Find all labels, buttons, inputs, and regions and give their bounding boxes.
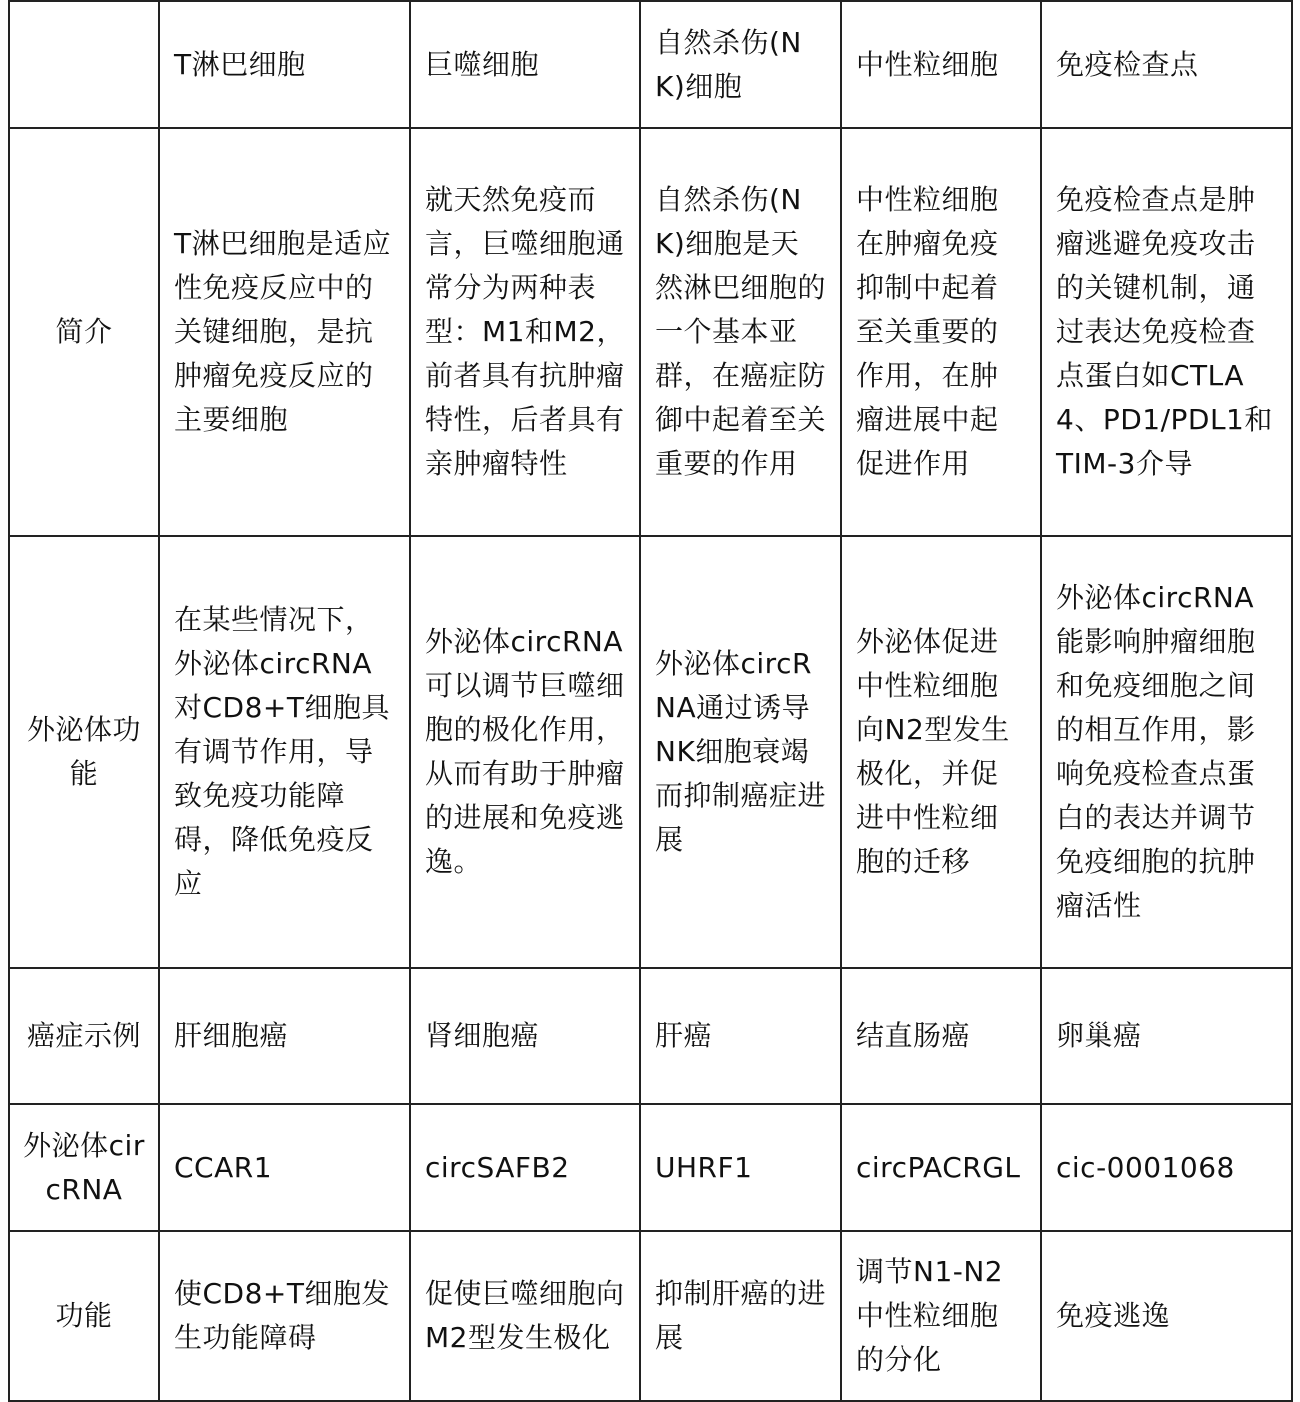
- table-cell: 使CD8+T细胞发生功能障碍: [159, 1231, 410, 1401]
- table-row-intro: [9, 128, 1292, 536]
- row-label-intro: 简介: [9, 128, 159, 536]
- corner-cell: [9, 1, 159, 128]
- table-cell: 调节N1-N2中性粒细胞的分化: [841, 1231, 1041, 1401]
- table-cell: circSAFB2: [410, 1104, 640, 1231]
- comparison-table: [8, 0, 1293, 1402]
- table-cell: 肾细胞癌: [410, 968, 640, 1104]
- row-label-function: 功能: [9, 1231, 159, 1401]
- table-cell: 在某些情况下，外泌体circRNA对CD8+T细胞具有调节作用，导致免疫功能障碍，降低免疫反应: [159, 536, 410, 968]
- column-header-t-lymphocyte: T淋巴细胞: [159, 1, 410, 128]
- table-row-cancer-example: [9, 968, 1292, 1104]
- table-cell: 促使巨噬细胞向M2型发生极化: [410, 1231, 640, 1401]
- table-cell: T淋巴细胞是适应性免疫反应中的关键细胞，是抗肿瘤免疫反应的主要细胞: [159, 128, 410, 536]
- table-cell: 外泌体circRNA能影响肿瘤细胞和免疫细胞之间的相互作用，影响免疫检查点蛋白的表达并调节免疫细胞的抗肿瘤活性: [1041, 536, 1292, 968]
- column-header-neutrophil: 中性粒细胞: [841, 1, 1041, 128]
- column-header-immune-checkpoint: 免疫检查点: [1041, 1, 1292, 128]
- column-header-nk-cell: 自然杀伤(NK)细胞: [640, 1, 841, 128]
- table-cell: 就天然免疫而言，巨噬细胞通常分为两种表型：M1和M2，前者具有抗肿瘤特性，后者具有亲肿瘤特性: [410, 128, 640, 536]
- table-cell: 卵巢癌: [1041, 968, 1292, 1104]
- table-cell: 免疫逃逸: [1041, 1231, 1292, 1401]
- table-cell: 外泌体促进中性粒细胞向N2型发生极化，并促进中性粒细胞的迁移: [841, 536, 1041, 968]
- table-cell: 中性粒细胞在肿瘤免疫抑制中起着至关重要的作用，在肿瘤进展中起促进作用: [841, 128, 1041, 536]
- table-cell: 外泌体circRNA通过诱导NK细胞衰竭而抑制癌症进展: [640, 536, 841, 968]
- table-row-exosome-function: [9, 536, 1292, 968]
- table-cell: UHRF1: [640, 1104, 841, 1231]
- table-cell: 自然杀伤(NK)细胞是天然淋巴细胞的一个基本亚群，在癌症防御中起着至关重要的作用: [640, 128, 841, 536]
- table-cell: circPACRGL: [841, 1104, 1041, 1231]
- header-row: [9, 1, 1292, 128]
- table-cell: 外泌体circRNA可以调节巨噬细胞的极化作用，从而有助于肿瘤的进展和免疫逃逸。: [410, 536, 640, 968]
- table-row-exosome-circrna: [9, 1104, 1292, 1231]
- table-cell: 肝癌: [640, 968, 841, 1104]
- table-cell: 抑制肝癌的进展: [640, 1231, 841, 1401]
- table-cell: 结直肠癌: [841, 968, 1041, 1104]
- table-cell: 免疫检查点是肿瘤逃避免疫攻击的关键机制，通过表达免疫检查点蛋白如CTLA4、PD1/PDL1和TIM-3介导: [1041, 128, 1292, 536]
- table-cell: 肝细胞癌: [159, 968, 410, 1104]
- table-cell: CCAR1: [159, 1104, 410, 1231]
- row-label-cancer-example: 癌症示例: [9, 968, 159, 1104]
- table-row-function: [9, 1231, 1292, 1401]
- table-cell: cic-0001068: [1041, 1104, 1292, 1231]
- row-label-exosome-circrna: 外泌体circRNA: [9, 1104, 159, 1231]
- column-header-macrophage: 巨噬细胞: [410, 1, 640, 128]
- row-label-exosome-function: 外泌体功能: [9, 536, 159, 968]
